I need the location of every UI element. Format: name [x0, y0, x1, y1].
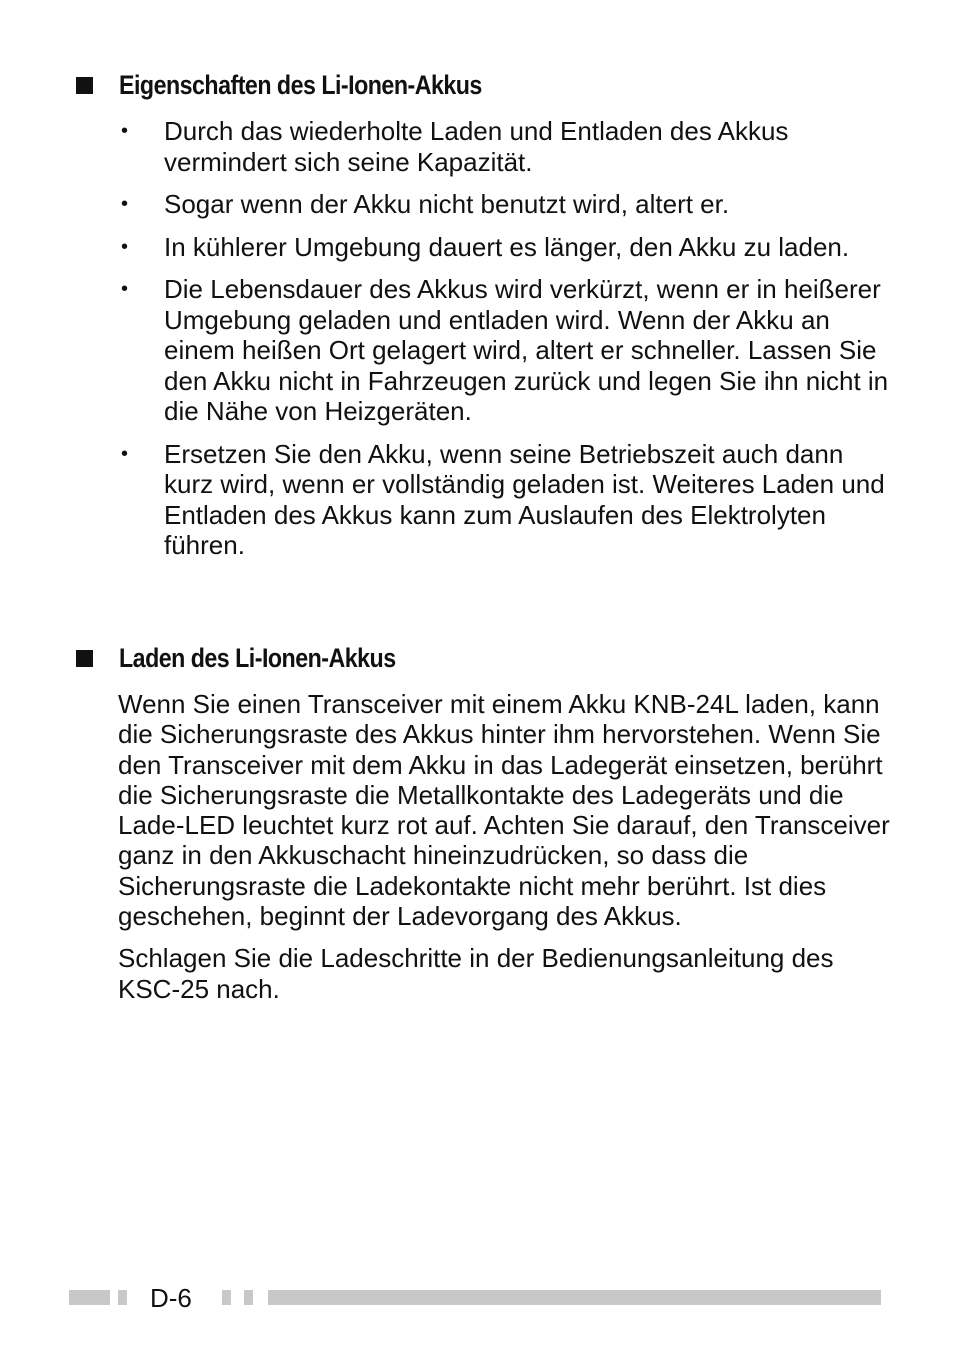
section-heading	[0, 68, 954, 104]
list-item-text: Die Lebensdauer des Akkus wird verkürzt, wenn er in heißerer Umgebung geladen und entladen wird. Wenn der Akku an einem heißen Ort gelagert wird, altert er schneller. Lassen Sie den Akku nicht in Fahrzeugen zurück und legen Sie ihn nicht in die Nähe von Heizgeräten.	[164, 274, 889, 426]
section-battery-charging	[0, 641, 954, 1016]
list-item	[0, 189, 954, 220]
footer-bar-right	[268, 1290, 881, 1305]
bullet-icon: •	[121, 120, 129, 142]
paragraph: Schlagen Sie die Ladeschritte in der Bedienungsanleitung des KSC-25 nach.	[118, 943, 834, 1004]
page-footer	[0, 1283, 954, 1313]
footer-bar-small	[118, 1290, 127, 1305]
bullet-list	[0, 116, 954, 561]
section-square-icon	[76, 77, 93, 94]
list-item	[0, 232, 954, 263]
list-item-text: Sogar wenn der Akku nicht benutzt wird, altert er.	[164, 189, 730, 219]
footer-bar-small	[222, 1290, 231, 1305]
list-item	[0, 439, 954, 561]
list-item	[0, 274, 954, 427]
section-square-icon	[76, 650, 93, 667]
bullet-icon: •	[121, 235, 129, 258]
section-heading	[0, 641, 954, 677]
section-title: Laden des Li-Ionen-Akkus	[119, 643, 396, 673]
paragraph: Wenn Sie einen Transceiver mit einem Akku KNB-24L laden, kann die Sicherungsraste des Akkus hinter ihm hervorstehen. Wenn Sie den Transceiver mit dem Akku in das Ladegerät einsetzen, berührt die Sicherungsraste die Metallkontakte des Ladegeräts und die Lade-LED leuchtet kurz rot auf. Achten Sie darauf, den Transceiver ganz in den Akkuschacht hineinzudrücken, so dass die Sicherungsraste die Ladekontakte nicht mehr berührt. Ist dies geschehen, beginnt der Ladevorgang des Akkus.	[118, 689, 890, 932]
list-item-text: Durch das wiederholte Laden und Entladen des Akkus vermindert sich seine Kapazität.	[164, 116, 789, 177]
list-item-text: In kühlerer Umgebung dauert es länger, den Akku zu laden.	[164, 231, 850, 262]
bullet-icon: •	[121, 442, 129, 465]
section-battery-properties	[0, 68, 954, 573]
page-number: D-6	[150, 1283, 192, 1313]
list-item-text: Ersetzen Sie den Akku, wenn seine Betriebszeit auch dann kurz wird, wenn er vollständig geladen ist. Weiteres Laden und Entladen des Akkus kann zum Auslaufen des Elektrolyten führen.	[164, 438, 885, 560]
bullet-icon: •	[121, 193, 129, 215]
list-item	[0, 116, 954, 177]
section-title: Eigenschaften des Li-Ionen-Akkus	[119, 70, 482, 100]
footer-bar-small	[244, 1290, 253, 1305]
bullet-icon: •	[121, 278, 129, 300]
footer-bar-left	[69, 1290, 110, 1305]
section-body	[0, 689, 954, 1004]
